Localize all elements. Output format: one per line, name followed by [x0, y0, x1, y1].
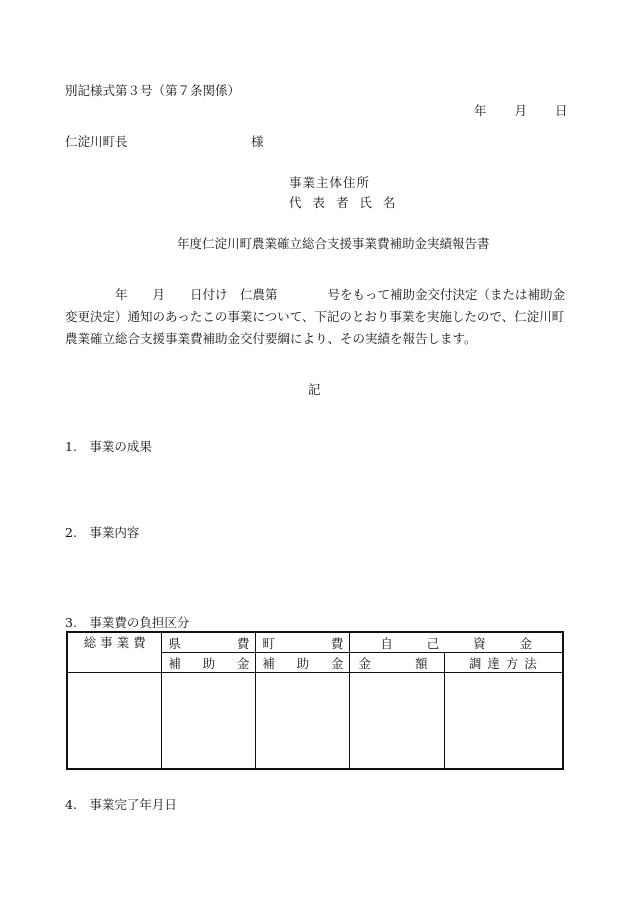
- cell-total-cost[interactable]: [67, 673, 162, 770]
- date-line: [474, 101, 568, 119]
- header-amount: 金 額: [350, 653, 444, 673]
- header-town-subsidy: 補 助 金: [256, 653, 350, 673]
- cell-town-subsidy[interactable]: [256, 673, 350, 770]
- cell-procurement-method[interactable]: [444, 673, 563, 770]
- section-cost-burden: 3. 事業費の負担区分: [65, 615, 190, 630]
- header-procurement-method: 調 達 方 法: [444, 653, 563, 673]
- header-town: 町 費: [256, 632, 350, 653]
- addressee: 仁淀川町長: [65, 134, 128, 149]
- form-label: 別記様式第３号（第７条関係）: [65, 83, 241, 98]
- header-pref-subsidy: 補 助 金: [162, 653, 256, 673]
- applicant-representative-label: 代 表 者 氏 名: [289, 195, 399, 210]
- addressee-suffix: 様: [251, 134, 264, 149]
- date-year: 年: [474, 103, 487, 118]
- date-month: 月: [514, 103, 528, 118]
- ki-heading: 記: [308, 382, 321, 397]
- section-results: 1. 事業の成果: [65, 439, 152, 454]
- header-own-funds: 自 己 資 金: [350, 632, 563, 653]
- body-text: 年 月 日付け 仁農第 号をもって補助金交付決定（または補助金変更決定）通知のあったこの事業について、下記のとおり事業を実施したので、仁淀川町農業確立総合支援事業費補助金交付要綱により、その実績を報告します。: [65, 287, 566, 346]
- cost-burden-table: [66, 631, 564, 770]
- section-completion-date: 4. 事業完了年月日: [65, 797, 177, 812]
- date-day: 日: [555, 103, 568, 118]
- applicant-address-label: 事業主体住所: [289, 175, 371, 190]
- section-contents: 2. 事業内容: [65, 525, 140, 540]
- header-total-cost: 総 事 業 費: [67, 632, 162, 673]
- document-title: 年度仁淀川町農業確立総合支援事業費補助金実績報告書: [177, 236, 490, 251]
- cell-own-amount[interactable]: [350, 673, 444, 770]
- cell-pref-subsidy[interactable]: [162, 673, 256, 770]
- header-pref: 県 費: [162, 632, 256, 653]
